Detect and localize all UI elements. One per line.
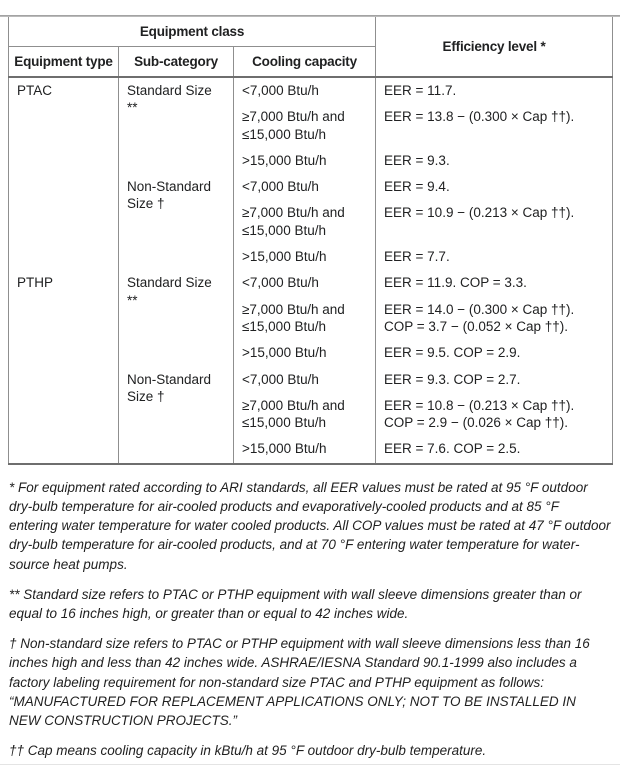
efficiency-level-cell: EER = 7.6. COP = 2.5. — [376, 436, 613, 463]
efficiency-level-cell: EER = 10.9 − (0.213 × Cap ††). — [376, 200, 613, 244]
efficiency-level-cell: EER = 9.5. COP = 2.9. — [376, 340, 613, 366]
header-sub-category: Sub-category — [119, 47, 234, 78]
header-efficiency-level: Efficiency level * — [376, 17, 613, 77]
efficiency-level-cell: EER = 10.8 − (0.213 × Cap ††). COP = 2.9 − (0.026 × Cap ††). — [376, 393, 613, 437]
sub-category-cell: Non-Standard Size † — [119, 174, 234, 270]
cooling-capacity-cell: >15,000 Btu/h — [234, 148, 376, 174]
footnotes — [9, 478, 611, 761]
sub-category-cell: Standard Size ** — [119, 270, 234, 366]
table-body — [9, 77, 613, 464]
efficiency-level-cell: EER = 14.0 − (0.300 × Cap ††). COP = 3.7 − (0.052 × Cap ††). — [376, 297, 613, 341]
cooling-capacity-cell: ≥7,000 Btu/h and ≤15,000 Btu/h — [234, 200, 376, 244]
footnote-eer-cop-rating: * For equipment rated according to ARI standards, all EER values must be rated at 95 °F outdoor dry-bulb temperature for air-cooled products and evaporatively-cooled products and at 85 °F entering water temperature for water cooled products. All COP values must be rated at 47 °F outdoor dry-bulb temperature for air-cooled products, and at 70 °F entering water temperature for water-source heat pumps. — [9, 479, 611, 572]
bottom-hairline — [0, 764, 620, 765]
header-row-equipment-class — [9, 17, 613, 47]
sub-category-cell: Non-Standard Size † — [119, 367, 234, 464]
equipment-efficiency-table — [8, 17, 613, 465]
cooling-capacity-cell: >15,000 Btu/h — [234, 436, 376, 463]
cooling-capacity-cell: ≥7,000 Btu/h and ≤15,000 Btu/h — [234, 297, 376, 341]
efficiency-level-cell: EER = 9.3. — [376, 148, 613, 174]
efficiency-level-cell: EER = 9.3. COP = 2.7. — [376, 367, 613, 393]
footnote-standard-size: ** Standard size refers to PTAC or PTHP equipment with wall sleeve dimensions greater than or equal to 16 inches high, or greater than or equal to 42 inches wide. — [9, 586, 582, 621]
footnote-cap-definition: †† Cap means cooling capacity in kBtu/h at 95 °F outdoor dry-bulb temperature. — [9, 743, 487, 759]
cooling-capacity-cell: >15,000 Btu/h — [234, 340, 376, 366]
cooling-capacity-cell: >15,000 Btu/h — [234, 244, 376, 270]
equipment-type-cell: PTAC — [17, 83, 53, 98]
equipment-type-cell: PTHP — [17, 275, 54, 291]
table-header — [9, 17, 613, 77]
header-equipment-class: Equipment class — [9, 17, 376, 47]
cooling-capacity-cell: <7,000 Btu/h — [234, 77, 376, 104]
header-cooling-capacity: Cooling capacity — [234, 47, 376, 78]
table-row — [9, 77, 613, 104]
cooling-capacity-cell: ≥7,000 Btu/h and ≤15,000 Btu/h — [234, 104, 376, 148]
efficiency-level-cell: EER = 13.8 − (0.300 × Cap ††). — [376, 104, 613, 148]
header-equipment-type: Equipment type — [9, 47, 119, 78]
efficiency-level-cell: EER = 7.7. — [376, 244, 613, 270]
cooling-capacity-cell: ≥7,000 Btu/h and ≤15,000 Btu/h — [234, 393, 376, 437]
efficiency-level-cell: EER = 11.9. COP = 3.3. — [376, 270, 613, 296]
cooling-capacity-cell: <7,000 Btu/h — [234, 270, 376, 296]
sub-category-cell: Standard Size ** — [119, 77, 234, 174]
table-row — [9, 270, 613, 296]
efficiency-level-cell: EER = 11.7. — [376, 77, 613, 104]
efficiency-level-cell: EER = 9.4. — [376, 174, 613, 200]
cooling-capacity-cell: <7,000 Btu/h — [234, 174, 376, 200]
footnote-non-standard-size: † Non-standard size refers to PTAC or PTHP equipment with wall sleeve dimensions less than 16 inches high and less than 42 inches wide. ASHRAE/IESNA Standard 90.1-1999 also includes a factory labeling requirement for non-standard size PTAC and PTHP equipment as follows: “MANUFACTURED FOR REPLACEMENT APPLICATIONS ONLY; NOT TO BE INSTALLED IN NEW CONSTRUCTION PROJECTS.” — [9, 636, 590, 728]
cooling-capacity-cell: <7,000 Btu/h — [234, 367, 376, 393]
